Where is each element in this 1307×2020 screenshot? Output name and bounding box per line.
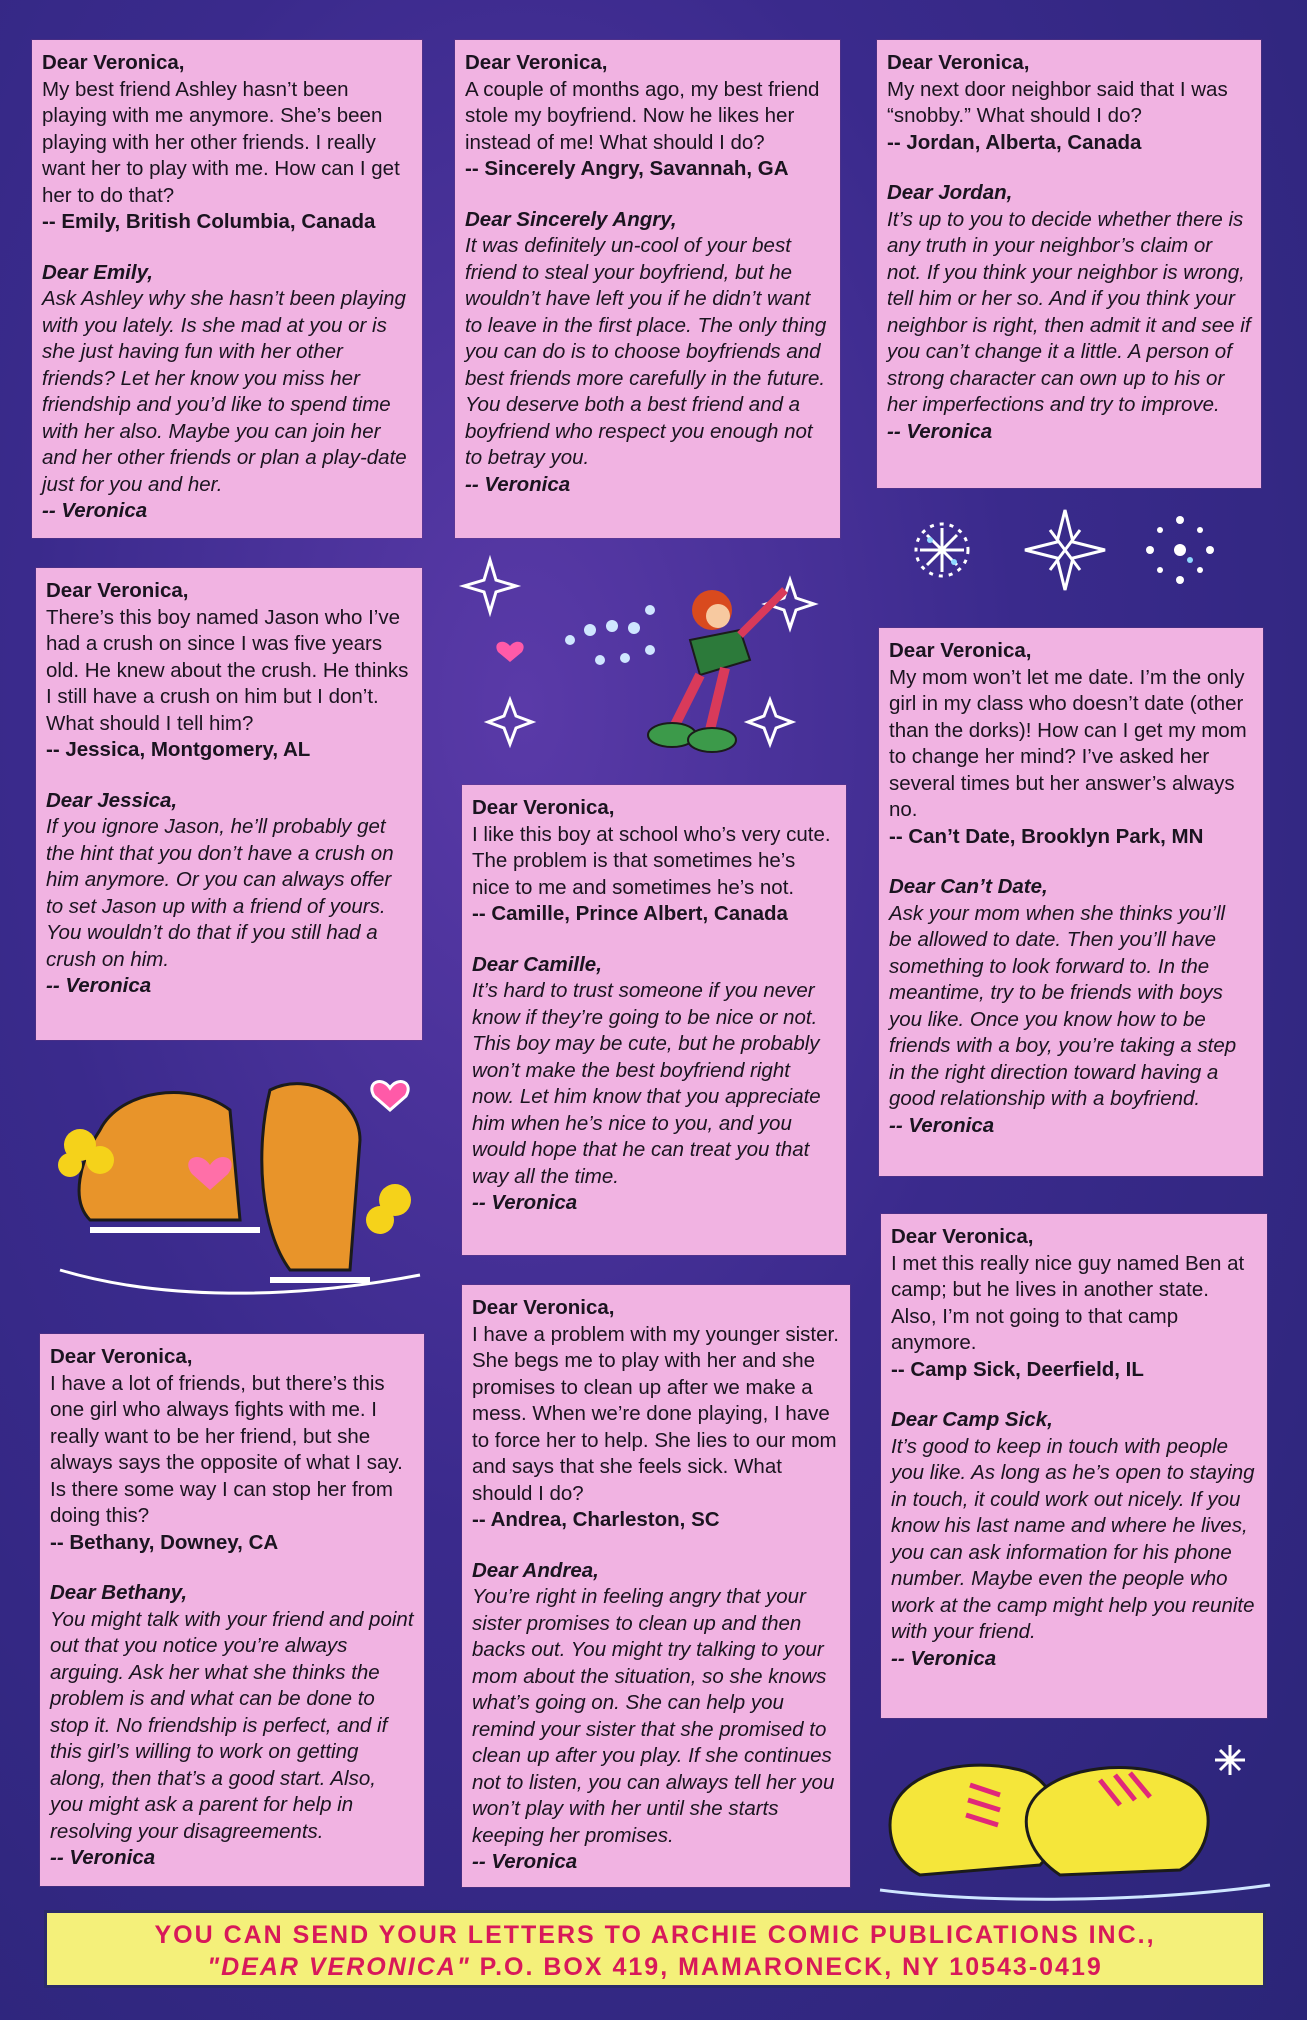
letter-greeting: Dear Veronica,: [50, 1345, 193, 1368]
reply-greeting: Dear Sincerely Angry,: [465, 207, 677, 231]
reply-signature: -- Veronica: [889, 1113, 995, 1137]
reply-text: It’s hard to trust someone if you never know if they’re going to be nice or not. This boy may be cute, but he probably won’t make the best boyfriend right now. Let him know that you appreciate him when he’s nice to you, and you would hope that he can treat you that way all the time.: [472, 979, 821, 1188]
banner-line-2: [47, 1951, 1263, 1983]
reply-text: You might talk with your friend and point out that you notice you’re always arguing. Ask her what she thinks the problem is and what can be done to stop it. No friendship is perfect, and if this girl’s willing to work on getting along, then that’s a good start. Also, you might ask a parent for help in resolving your disagreements.: [50, 1607, 414, 1843]
letter-signature: -- Jordan, Alberta, Canada: [887, 130, 1142, 154]
reply-greeting: Dear Camp Sick,: [891, 1408, 1053, 1431]
ice-scratch-icon: [880, 1885, 1270, 1899]
reply-greeting: Dear Bethany,: [50, 1581, 188, 1604]
heart-outline-icon: [372, 1082, 408, 1110]
reply-greeting: Dear Andrea,: [472, 1558, 599, 1582]
letter-signature: -- Andrea, Charleston, SC: [472, 1508, 720, 1531]
letter-question: My mom won’t let me date. I’m the only girl in my class who doesn’t date (other than the dorks)! How can I get my mom to change her mind? I’ve asked her several times but her answer’s always no.: [889, 665, 1247, 821]
letter-greeting: Dear Veronica,: [891, 1225, 1034, 1248]
letter-greeting: Dear Veronica,: [472, 796, 615, 819]
snowflake-icon: [916, 524, 968, 576]
skater-girl-illustration: [450, 550, 850, 780]
letter-bethany: [40, 1334, 424, 1886]
reply-signature: -- Veronica: [465, 472, 571, 496]
sparkle-dots-icon: [565, 605, 655, 665]
reply-signature: -- Veronica: [891, 1646, 997, 1670]
letter-signature: -- Emily, British Columbia, Canada: [42, 210, 376, 233]
reply-greeting: Dear Jessica,: [46, 788, 178, 812]
reply-text: It’s up to you to decide whether there is any truth in your neighbor’s claim or not. If you think your neighbor is wrong, tell him or her so. And if you think your neighbor is right, then admit it and see if you can’t change it a little. A person of strong character can own up to his or her imperfections and try to improve.: [887, 207, 1251, 416]
skate-icon: [890, 1765, 1208, 1875]
reply-text: It’s good to keep in touch with people you like. As long as he’s open to staying in touch, it could work out nicely. If you know his last name and where he lives, you can ask information for his phone number. Maybe even the people who work at the camp might help you reunite with your friend.: [891, 1434, 1255, 1643]
letter-andrea: [462, 1285, 850, 1887]
letter-signature: -- Camp Sick, Deerfield, IL: [891, 1357, 1144, 1381]
reply-greeting: Dear Emily,: [42, 260, 153, 284]
letter-signature: -- Jessica, Montgomery, AL: [46, 738, 311, 761]
letter-question: A couple of months ago, my best friend stole my boyfriend. Now he likes her instead of me! What should I do?: [465, 77, 820, 154]
snowflake-dots-icon: [1146, 516, 1214, 584]
letter-emily: [32, 40, 422, 538]
reply-text: Ask your mom when she thinks you’ll be allowed to date. Then you’ll have something to look forward to. In the meantime, try to be friends with boys you like. Once you know how to be friends with a boy, you’re taking a step in the right direction toward having a good relationship with a boyfriend.: [889, 901, 1237, 1110]
letter-sincerely-angry: [455, 40, 840, 538]
reply-greeting: Dear Camille,: [472, 952, 602, 976]
reply-signature: -- Veronica: [472, 1191, 578, 1214]
skate-icon: [262, 1084, 370, 1280]
letter-greeting: Dear Veronica,: [46, 579, 189, 602]
letter-camille: [462, 785, 846, 1255]
letter-jordan: [877, 40, 1261, 488]
letter-question: There’s this boy named Jason who I’ve had a crush on since I was five years old. He knew about the crush. He thinks I still have a crush on him but I don’t. What should I tell him?: [46, 605, 409, 735]
heart-icon: [496, 642, 523, 662]
letter-question: I have a lot of friends, but there’s this one girl who always fights with me. I really want to be her friend, but she always says the opposite of what I say. Is there some way I can stop her from doing this?: [50, 1371, 403, 1527]
letter-signature: -- Sincerely Angry, Savannah, GA: [465, 157, 789, 180]
reply-text: If you ignore Jason, he’ll probably get the hint that you don’t have a crush on him anymore. Or you can always offer to set Jason up with a friend of yours. You wouldn’t do that if you still had a crush on him.: [46, 815, 394, 971]
letter-greeting: Dear Veronica,: [889, 639, 1032, 662]
letter-greeting: Dear Veronica,: [42, 51, 185, 74]
letter-greeting: Dear Veronica,: [465, 51, 608, 74]
reply-signature: -- Veronica: [42, 499, 148, 522]
banner-address: P.O. BOX 419, MAMARONECK, NY 10543-0419: [470, 1953, 1103, 1981]
letter-question: My next door neighbor said that I was “snobby.” What should I do?: [887, 77, 1228, 127]
letter-greeting: Dear Veronica,: [887, 51, 1030, 74]
orange-skates-illustration: [40, 1050, 440, 1310]
banner-column-name: "DEAR VERONICA": [207, 1953, 471, 1981]
reply-signature: -- Veronica: [46, 974, 152, 997]
reply-greeting: Dear Can’t Date,: [889, 875, 1048, 898]
letter-signature: -- Can’t Date, Brooklyn Park, MN: [889, 824, 1204, 848]
reply-text: It was definitely un-cool of your best friend to steal your boyfriend, but he wouldn’t have left you if he didn’t want to leave in the first place. The only thing you can do is to choose boyfriends and best friends more carefully in the future. You deserve both a best friend and a boyfriend who respect you enough not to betray you.: [465, 234, 827, 469]
address-banner: [44, 1910, 1266, 1988]
letter-question: I like this boy at school who’s very cute. The problem is that sometimes he’s nice to me and sometimes he’s not.: [472, 822, 831, 899]
letter-question: My best friend Ashley hasn’t been playing with me anymore. She’s been playing with her other friends. I really want her to play with me. How can I get her to do that?: [42, 77, 400, 207]
reply-signature: -- Veronica: [887, 419, 993, 443]
reply-signature: -- Veronica: [472, 1850, 578, 1873]
yellow-skates-illustration: [860, 1725, 1280, 1905]
letter-jessica: [36, 568, 422, 1040]
letter-signature: -- Bethany, Downey, CA: [50, 1530, 279, 1554]
letter-question: I met this really nice guy named Ben at camp; but he lives in another state. Also, I’m not going to that camp anymore.: [891, 1251, 1245, 1354]
reply-text: You’re right in feeling angry that your sister promises to clean up and then backs out. You might try talking to your mom about the situation, so she knows what’s going on. She can help you remind your sister that she promised to clean up after you play. If she continues not to listen, you can always tell her you won’t play with her until she starts keeping her promises.: [472, 1585, 835, 1847]
snowflakes-illustration: [890, 500, 1250, 600]
letter-greeting: Dear Veronica,: [472, 1296, 615, 1319]
sparkle-icon: [1215, 1745, 1245, 1775]
letter-camp-sick: [881, 1214, 1267, 1718]
reply-text: Ask Ashley why she hasn’t been playing with you lately. Is she mad at you or is she just having fun with her other friends? Let her know you miss her friendship and you’d like to spend time with her also. Maybe you can join her and her other friends or plan a play-date just for you and her.: [42, 287, 407, 496]
banner-line-1: YOU CAN SEND YOUR LETTERS TO ARCHIE COMIC PUBLICATIONS INC.,: [154, 1921, 1156, 1949]
letter-cant-date: [879, 628, 1263, 1176]
reply-signature: -- Veronica: [50, 1846, 156, 1869]
letter-signature: -- Camille, Prince Albert, Canada: [472, 902, 788, 925]
star-sparkle-icon: [1025, 510, 1105, 590]
letter-question: I have a problem with my younger sister. She begs me to play with her and she promises to clean up after we make a mess. When we’re done playing, I have to force her to help. She lies to our mom and says that she feels sick. What should I do?: [472, 1322, 839, 1505]
reply-greeting: Dear Jordan,: [887, 181, 1013, 204]
